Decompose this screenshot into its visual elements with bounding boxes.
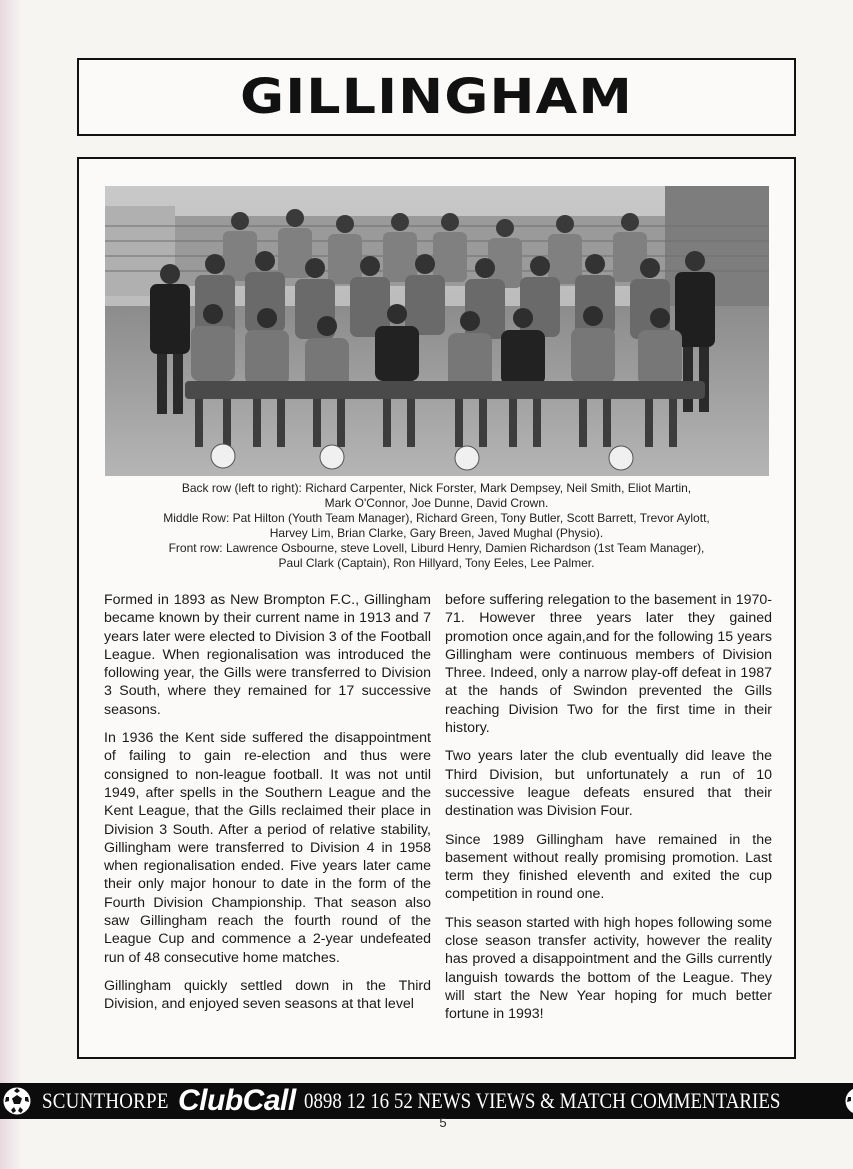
caption-line: Back row (left to right): Richard Carpenter, Nick Forster, Mark Dempsey, Neil Smith, Eliot Martin,: [181, 481, 692, 495]
paragraph: Since 1989 Gillingham have remained in the basement without really promising promotion. Last term they finished eleventh and exited the cup competition in round one.: [445, 831, 772, 903]
binding-edge: [0, 0, 22, 1169]
caption-line: Harvey Lim, Brian Clarke, Gary Breen, Javed Mughal (Physio).: [269, 526, 604, 540]
caption-line: Mark O'Connor, Joe Dunne, David Crown.: [324, 496, 549, 510]
paragraph: In 1936 the Kent side suffered the disappointment of failing to gain re-election and thus were consigned to non-league football. It was not until 1949, after spells in the Southern League and the Kent League, that the Gills reclaimed their place in Division 3 South. After a period of relative stability, Gillingham were transferred to Division 4 in 1958 when regionalisation ended. Five years later came their only major honour to date in the form of the Fourth Division Championship. That season also saw Gillingham reach the fourth round of the League Cup and commence a 2-year undefeated run of 48 consecutive home matches.: [104, 730, 431, 966]
page-title: GILLINGHAM: [239, 69, 634, 125]
title-box: [77, 58, 796, 136]
photo-caption: [89, 481, 784, 571]
paragraph: before suffering relegation to the basement in 1970-71. However three years later they gained promotion once again,and for the following 15 years Gillingham were continuous members of Division Three. Indeed, only a narrow play-off defeat in 1987 at the hands of Swindon prevented the Gills reaching Division Two for the first time in their history.: [445, 592, 772, 737]
footer-text: 0898 12 16 52 NEWS VIEWS & MATCH COMMENTARIES: [303, 1088, 781, 1113]
article-column-right: [445, 591, 772, 1051]
paragraph: Two years later the club eventually did leave the Third Division, but unfortunately a run of 10 successive league defeats ensured that their destination was Division Four.: [445, 748, 772, 820]
footer-brand: ClubCall: [178, 1084, 296, 1117]
football-icon: [844, 1086, 853, 1116]
team-photo: [105, 186, 769, 476]
paragraph: Formed in 1893 as New Brompton F.C., Gillingham became known by their current name in 1913 and 7 years later were elected to Division 3 of the Football League. When regionalisation was introduced the following year, the Gills were transferred to Division 3 South, where they remained for 17 successive seasons.: [104, 592, 431, 718]
caption-line: Paul Clark (Captain), Ron Hillyard, Tony Eeles, Lee Palmer.: [278, 556, 595, 570]
caption-line: Middle Row: Pat Hilton (Youth Team Manager), Richard Green, Tony Butler, Scott Barrett, Trevor Aylott,: [163, 511, 710, 525]
paragraph: This season started with high hopes following some close season transfer activity, however the reality has proved a disappointment and the Gills currently languish towards the bottom of the League. They will start the New Year hoping for much better fortune in 1993!: [445, 914, 772, 1023]
page-number: 5: [439, 1115, 447, 1130]
caption-line: Front row: Lawrence Osbourne, steve Lovell, Liburd Henry, Damien Richardson (1st Team Manager),: [168, 541, 705, 555]
clubcall-banner: [0, 1083, 853, 1119]
football-icon: [2, 1086, 32, 1116]
article-column-left: [104, 591, 431, 1051]
paragraph: Gillingham quickly settled down in the Third Division, and enjoyed seven seasons at that level: [104, 977, 431, 1013]
article-box: [77, 157, 796, 1059]
footer-club: SCUNTHORPE: [42, 1088, 169, 1113]
article-body: [104, 591, 772, 1051]
